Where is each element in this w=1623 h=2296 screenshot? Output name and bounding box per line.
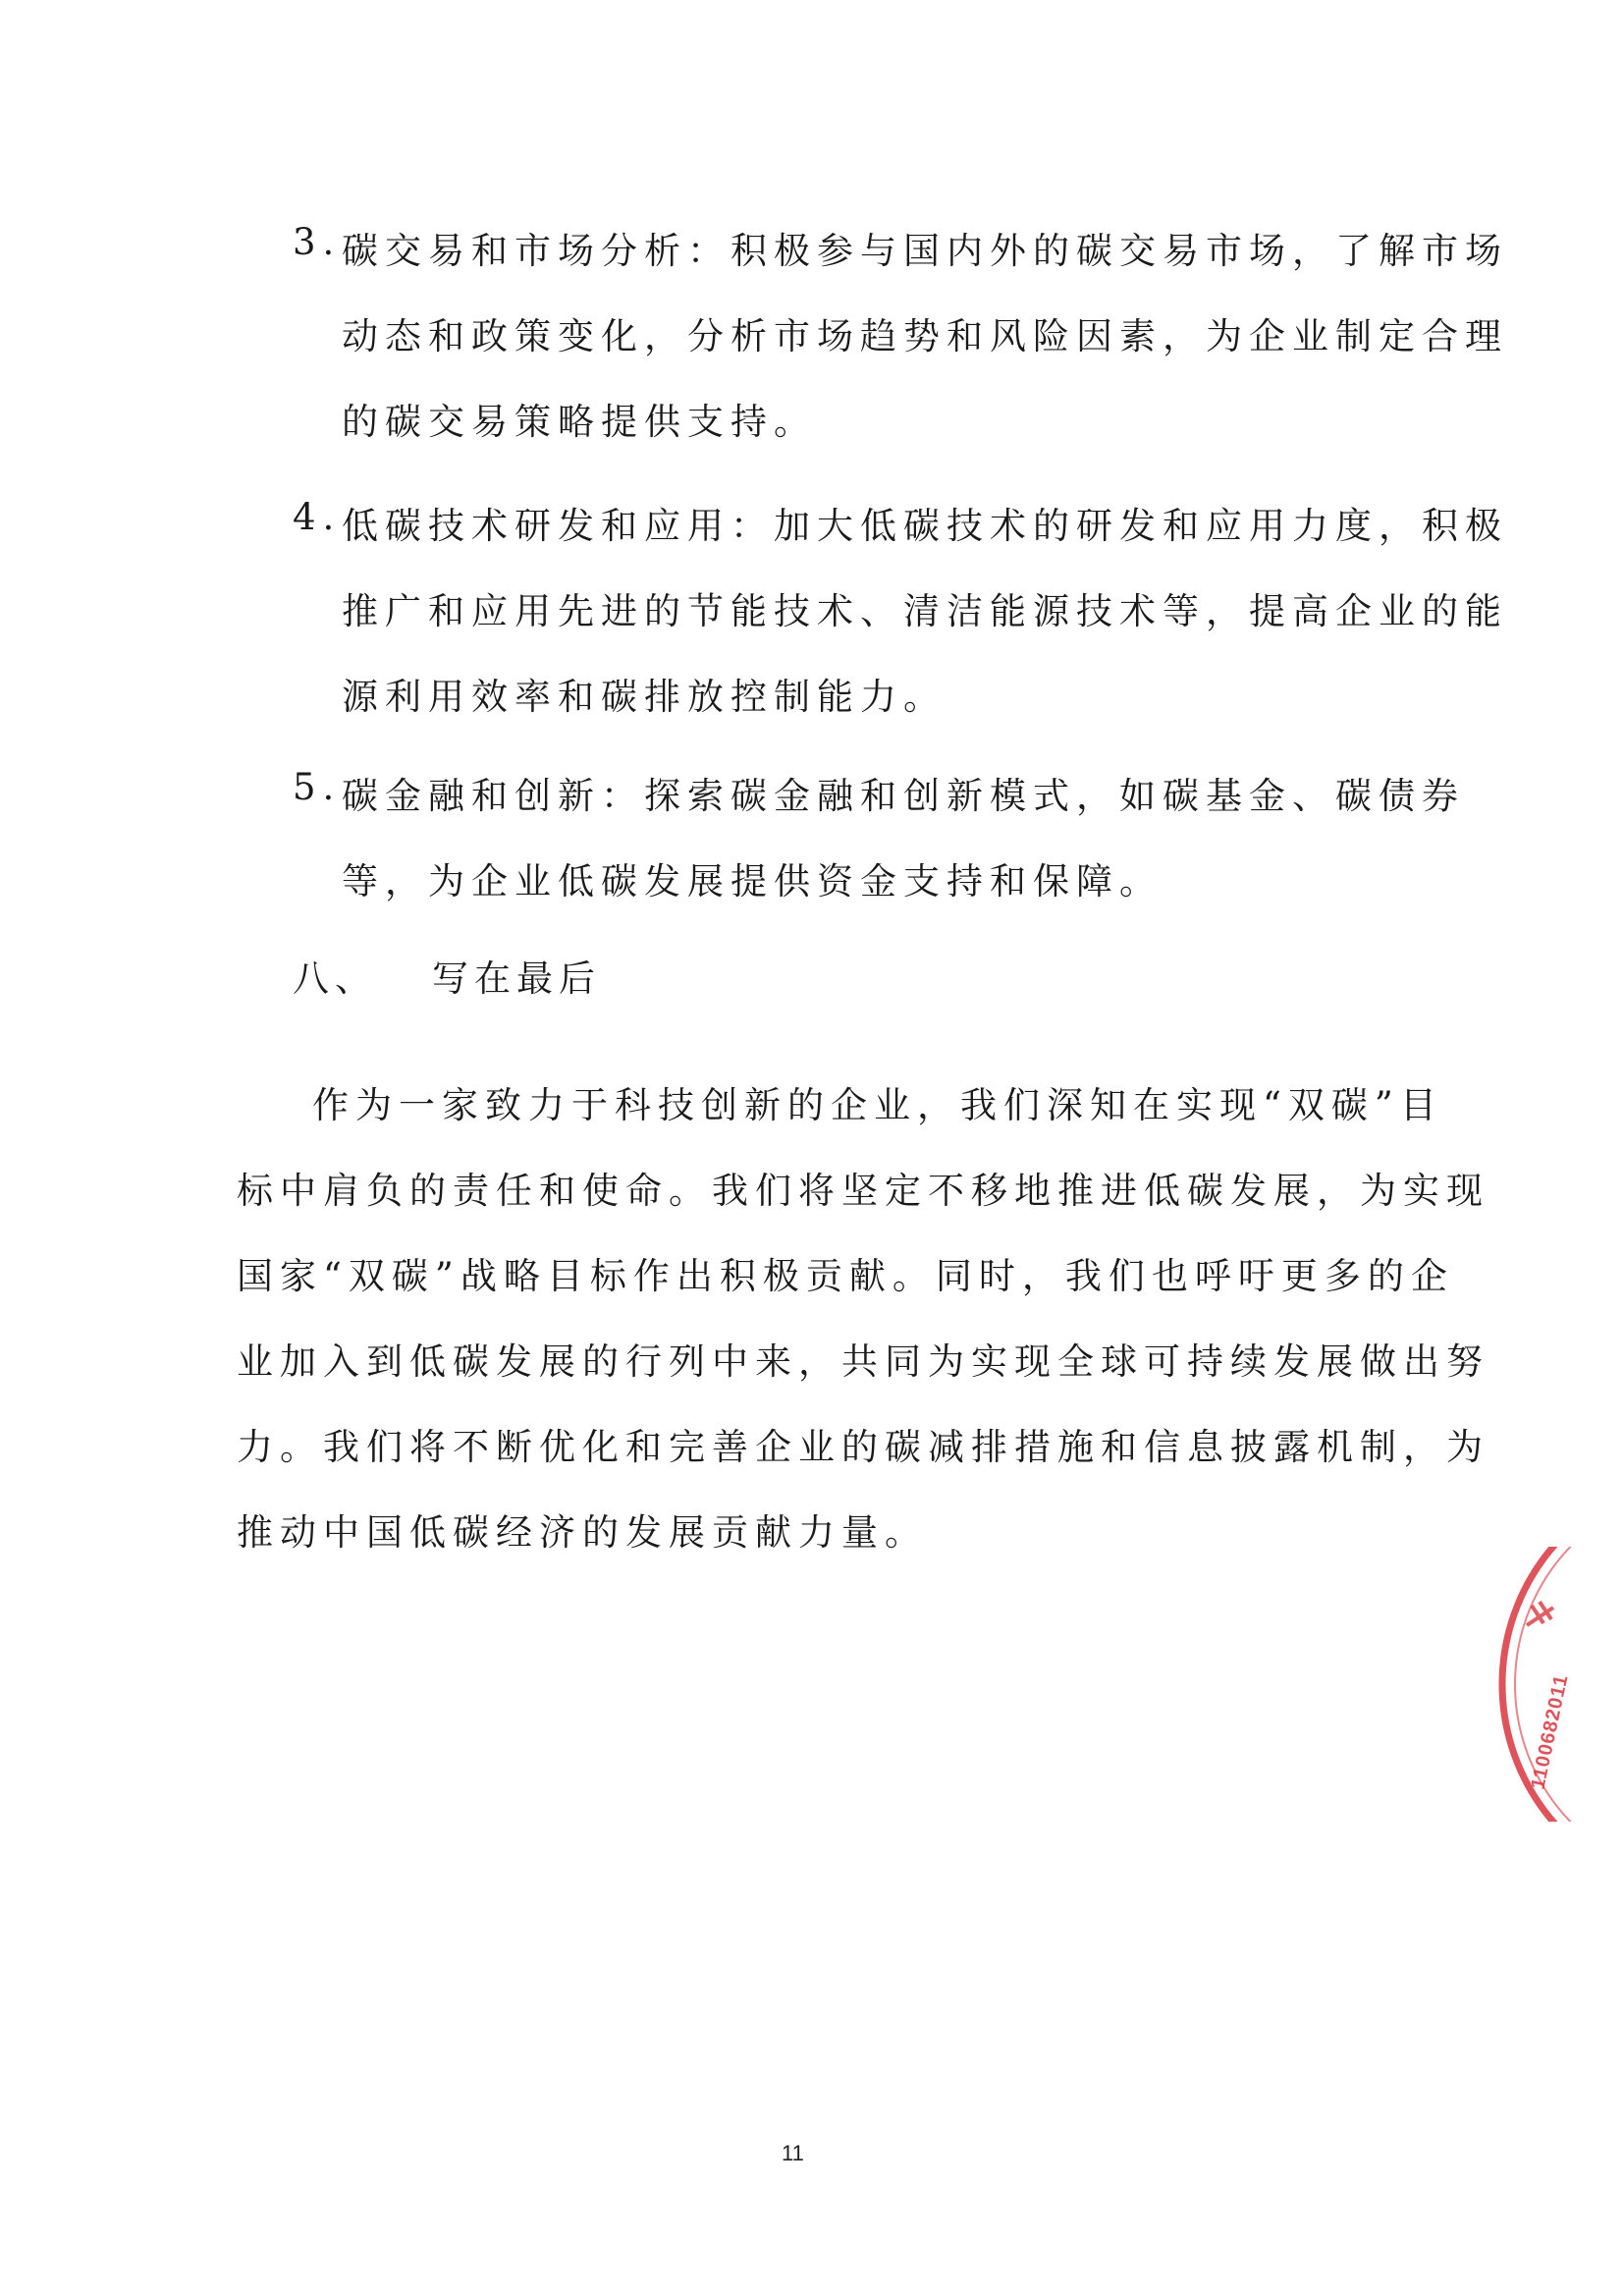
page-number: 11 [782,2141,804,2165]
list-item-line: 动态和政策变化，分析市场趋势和风险因素，为企业制定合理 [342,315,1508,357]
paragraph-line: 推动中国低碳经济的发展贡献力量。 [237,1511,928,1554]
seal-stamp-icon [1483,1547,1623,1822]
paragraph-line: 国家“双碳”战略目标作出积极贡献。同时，我们也呼吁更多的企 [237,1255,1454,1297]
list-item-number: 3. [293,221,342,263]
section-number: 八、 [293,957,377,1000]
list-item-5 [293,766,1465,903]
paragraph-line: 业加入到低碳发展的行列中来，共同为实现全球可持续发展做出努 [237,1340,1489,1383]
section-heading [293,949,601,1002]
paragraph-line: 标中肩负的责任和使命。我们将坚定不移地推进低碳发展，为实现 [237,1170,1489,1212]
list-item-4 [293,496,1508,718]
list-item-line: 源利用效率和碳排放控制能力。 [342,676,947,718]
paragraph-line: 作为一家致力于科技创新的企业，我们深知在实现“双碳”目 [312,1084,1443,1126]
list-item-line: 推广和应用先进的节能技术、清洁能源技术等，提高企业的能 [342,590,1508,632]
list-item-line: 低碳技术研发和应用：加大低碳技术的研发和应用力度，积极 [342,505,1508,547]
company-seal [1483,1547,1623,1822]
list-item-number: 4. [293,496,342,538]
list-item-line: 的碳交易策略提供支持。 [342,401,817,443]
section-title: 写在最后 [432,957,601,1000]
seal-text: 1100682011 [1527,1672,1573,1792]
list-item-number: 5. [293,766,342,808]
list-item-line: 碳交易和市场分析：积极参与国内外的碳交易市场，了解市场 [342,230,1508,272]
list-item-line: 碳金融和创新：探索碳金融和创新模式，如碳基金、碳债券 [342,775,1465,817]
paragraph-line: 力。我们将不断优化和完善企业的碳减排措施和信息披露机制，为 [237,1426,1489,1468]
list-item-line: 等，为企业低碳发展提供资金支持和保障。 [342,860,1163,902]
list-item-3 [293,221,1508,443]
